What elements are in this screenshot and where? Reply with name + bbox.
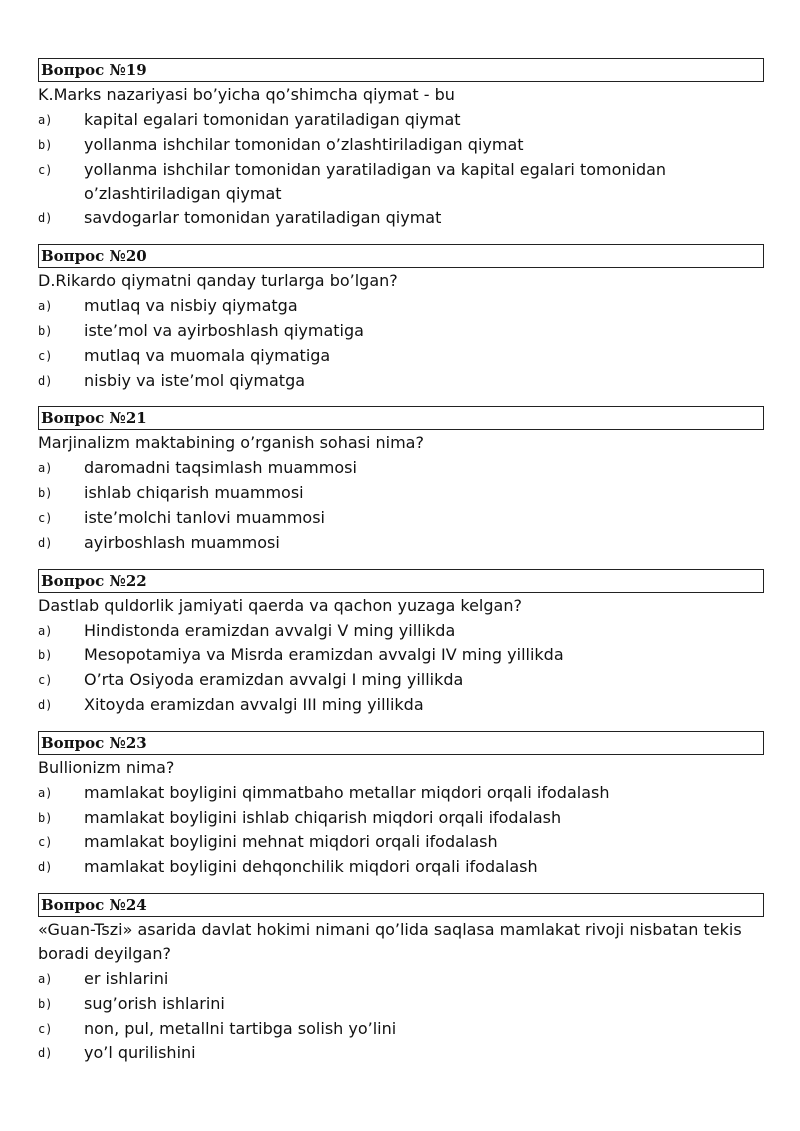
option-letter: b) bbox=[38, 996, 53, 1011]
answer-option[interactable] bbox=[38, 369, 764, 393]
question-block bbox=[38, 244, 764, 392]
answer-option[interactable] bbox=[38, 806, 764, 830]
answer-option[interactable] bbox=[38, 967, 764, 991]
question-text: K.Marks nazariyasi bo’yicha qo’shimcha qiymat - bu bbox=[38, 85, 455, 104]
question-header: Вопрос №20 bbox=[38, 244, 764, 268]
answer-option[interactable] bbox=[38, 643, 764, 667]
option-letter: a) bbox=[38, 113, 53, 127]
answer-option[interactable] bbox=[38, 1017, 764, 1041]
option-letter: a) bbox=[38, 461, 53, 476]
option-text: Mesopotamiya va Misrda eramizdan avvalgi IV ming yillikda bbox=[84, 645, 564, 665]
answer-option[interactable] bbox=[38, 294, 764, 318]
answer-option[interactable] bbox=[38, 206, 764, 230]
answer-option[interactable] bbox=[38, 531, 764, 555]
question-block bbox=[38, 731, 764, 879]
answer-option[interactable] bbox=[38, 344, 764, 368]
option-text: ayirboshlash muammosi bbox=[84, 532, 280, 552]
answer-option[interactable] bbox=[38, 108, 764, 132]
option-letter: b) bbox=[38, 323, 53, 338]
option-text: nisbiy va iste’mol qiymatga bbox=[84, 370, 306, 390]
option-letter: c) bbox=[38, 1021, 53, 1036]
option-text: yollanma ishchilar tomonidan o’zlashtiriladigan qiymat bbox=[84, 134, 524, 154]
option-text: ishlab chiqarish muammosi bbox=[84, 483, 304, 503]
answer-option[interactable] bbox=[38, 1041, 764, 1065]
option-text: non, pul, metallni tartibga solish yo’lini bbox=[84, 1018, 397, 1038]
answer-option[interactable] bbox=[38, 781, 764, 805]
option-letter: b) bbox=[38, 810, 53, 825]
question-block bbox=[38, 58, 764, 230]
question-header: Вопрос №21 bbox=[38, 406, 764, 430]
answer-option[interactable] bbox=[38, 855, 764, 879]
answer-option[interactable] bbox=[38, 133, 764, 157]
option-letter: b) bbox=[38, 648, 53, 663]
option-text: Xitoyda eramizdan avvalgi III ming yillikda bbox=[84, 694, 424, 714]
option-text: yollanma ishchilar tomonidan yaratiladigan va kapital egalari tomonidan o’zlashtiriladigan qiymat bbox=[84, 159, 667, 203]
option-text: mamlakat boyligini ishlab chiqarish miqdori orqali ifodalash bbox=[84, 807, 562, 827]
option-letter: d) bbox=[38, 860, 53, 875]
option-letter: d) bbox=[38, 211, 53, 226]
option-letter: a) bbox=[38, 971, 53, 986]
option-text: mamlakat boyligini dehqonchilik miqdori orqali ifodalash bbox=[84, 857, 538, 877]
option-letter: b) bbox=[38, 486, 53, 501]
option-letter: c) bbox=[38, 673, 53, 688]
question-block bbox=[38, 406, 764, 554]
option-letter: a) bbox=[38, 623, 53, 638]
question-list bbox=[38, 58, 764, 1066]
answer-option[interactable] bbox=[38, 456, 764, 480]
answer-option[interactable] bbox=[38, 830, 764, 854]
option-letter: d) bbox=[38, 535, 53, 550]
question-text: D.Rikardo qiymatni qanday turlarga bo’lgan? bbox=[38, 271, 398, 291]
question-header: Вопрос №24 bbox=[38, 893, 764, 917]
question-header: Вопрос №22 bbox=[38, 569, 764, 593]
answer-option[interactable] bbox=[38, 158, 764, 206]
option-text: savdogarlar tomonidan yaratiladigan qiymat bbox=[84, 208, 442, 228]
answer-option[interactable] bbox=[38, 619, 764, 643]
option-text: iste’molchi tanlovi muammosi bbox=[84, 507, 325, 527]
option-letter: c) bbox=[38, 510, 53, 525]
option-text: sug’orish ishlarini bbox=[84, 993, 225, 1013]
option-letter: c) bbox=[38, 835, 53, 850]
option-letter: c) bbox=[38, 348, 53, 363]
answer-option[interactable] bbox=[38, 668, 764, 692]
option-text: mutlaq va muomala qiymatiga bbox=[84, 345, 331, 365]
option-letter: d) bbox=[38, 373, 53, 388]
question-text: Marjinalizm maktabining o’rganish sohasi nima? bbox=[38, 433, 424, 453]
option-text: yo’l qurilishini bbox=[84, 1043, 196, 1063]
option-text: mamlakat boyligini mehnat miqdori orqali ifodalash bbox=[84, 832, 498, 852]
option-text: er ishlarini bbox=[84, 968, 169, 988]
option-letter: d) bbox=[38, 1046, 53, 1061]
question-header: Вопрос №19 bbox=[38, 58, 764, 82]
answer-option[interactable] bbox=[38, 481, 764, 505]
question-text: «Guan-Tszi» asarida davlat hokimi nimani qo’lida saqlasa mamlakat rivoji nisbatan tekis boradi deyilgan? bbox=[38, 919, 742, 963]
option-text: mamlakat boyligini qimmatbaho metallar miqdori orqali ifodalash bbox=[84, 782, 610, 802]
question-header: Вопрос №23 bbox=[38, 731, 764, 755]
question-text: Bullionizm nima? bbox=[38, 757, 175, 777]
answer-option[interactable] bbox=[38, 693, 764, 717]
option-text: O’rta Osiyoda eramizdan avvalgi I ming yillikda bbox=[84, 670, 464, 690]
option-text: mutlaq va nisbiy qiymatga bbox=[84, 296, 298, 316]
option-letter: a) bbox=[38, 785, 53, 800]
option-letter: a) bbox=[38, 299, 53, 314]
option-text: daromadni taqsimlash muammosi bbox=[84, 458, 357, 478]
option-letter: b) bbox=[38, 137, 53, 152]
answer-option[interactable] bbox=[38, 506, 764, 530]
option-letter: c) bbox=[38, 162, 53, 177]
option-text: Hindistonda eramizdan avvalgi V ming yillikda bbox=[84, 620, 456, 640]
question-block bbox=[38, 569, 764, 717]
answer-option[interactable] bbox=[38, 992, 764, 1016]
option-text: iste’mol va ayirboshlash qiymatiga bbox=[84, 320, 364, 340]
option-letter: d) bbox=[38, 697, 53, 712]
question-block bbox=[38, 893, 764, 1065]
option-text: kapital egalari tomonidan yaratiladigan qiymat bbox=[84, 110, 461, 129]
answer-option[interactable] bbox=[38, 319, 764, 343]
question-text: Dastlab quldorlik jamiyati qaerda va qachon yuzaga kelgan? bbox=[38, 595, 522, 615]
